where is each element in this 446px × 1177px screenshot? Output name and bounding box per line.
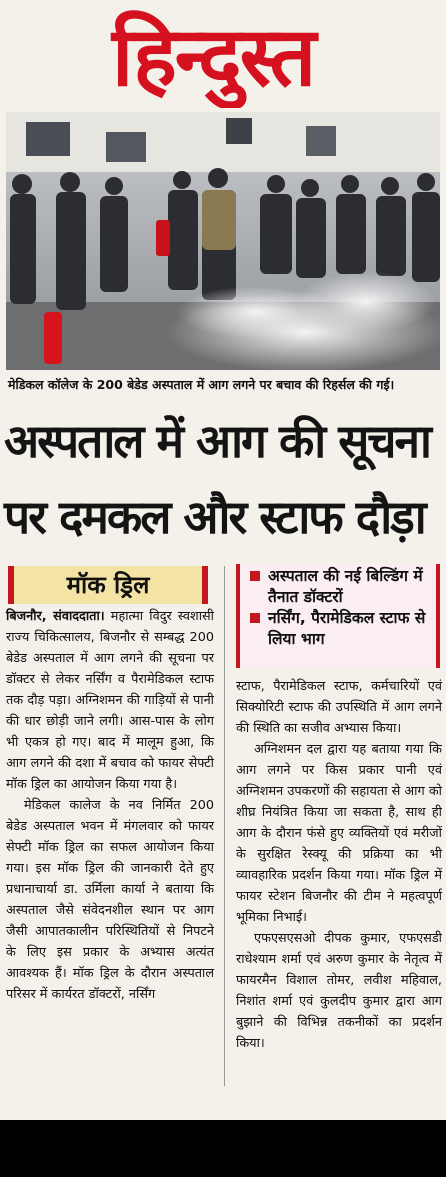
column-divider: [224, 566, 225, 1086]
article-paragraph: [6, 606, 214, 795]
mock-drill-tag: मॉक ड्रिल: [8, 566, 208, 604]
photo-caption: मेडिकल कॉलेज के 200 बेडेड अस्पताल में आग लगने पर बचाव की रिहर्सल की गई।: [8, 377, 395, 392]
headline-line-2: पर दमकल और स्टाफ दौड़ा: [4, 490, 425, 544]
article-paragraph: मेडिकल कालेज के नव निर्मित 200 बेडेड अस्पताल भवन में मंगलवार को फायर सेफ्टी मॉक ड्रिल का सफल आयोजन किया गया। इस मॉक ड्रिल की जानकारी देते हुए प्रधानाचार्या डा. उर्मिला कार्या ने बताया कि अस्पताल जैसे संवेदनशील स्थान पर आग जैसी आपातकालीन परिस्थितियों से निपटने के लिए इस प्रकार के अभ्यास अत्यंत आवश्यक हैं। मॉक ड्रिल के दौरान अस्पताल परिसर में कार्यरत डॉक्टरों, नर्सिंग: [6, 798, 214, 1002]
headline-line-1: अस्पताल में आग की सूचना: [4, 414, 430, 468]
news-photo: [6, 112, 440, 370]
highlight-text: अस्पताल की नई बिल्डिंग में तैनात डॉक्टरों: [268, 567, 423, 606]
article-paragraph: एफएसएसओ दीपक कुमार, एफएसडी राधेश्याम शर्मा एवं अरुण कुमार के नेतृत्व में फायरमैन विशाल तोमर, लवीश महिवाल, निशांत शर्मा एवं कुलदीप कुमार द्वारा आग बुझाने की विभिन्न तकनीकों का प्रदर्शन किया।: [236, 931, 442, 1051]
bullet-square-icon: [250, 571, 260, 581]
article-paragraph: अग्निशमन दल द्वारा यह बताया गया कि आग लगने पर किस प्रकार पानी एवं अग्निशमन उपकरणों की सहायता से आग को शीघ्र नियंत्रित किया जा सकता है, साथ ही आग के दौरान फंसे हुए व्यक्तियों एवं मरीजों के सुरक्षित रेस्क्यू की प्रक्रिया का भी व्यावहारिक प्रदर्शन किया गया। मॉक ड्रिल में फायर स्टेशन बिजनौर की टीम ने महत्वपूर्ण भूमिका निभाई।: [236, 742, 442, 925]
highlight-item: [250, 608, 432, 650]
dateline: बिजनौर, संवाददाता।: [6, 609, 105, 624]
masthead: [0, 0, 446, 108]
bullet-square-icon: [250, 613, 260, 623]
article-column-1: [6, 606, 214, 1005]
highlights-box: [236, 564, 440, 668]
fire-drill-photo: [6, 112, 440, 370]
article-paragraph: स्टाफ, पैरामेडिकल स्टाफ, कर्मचारियों एवं सिक्योरिटी स्टाफ की उपस्थिति में आग लगने की स्थिति का सजीव अभ्यास किया।: [236, 679, 442, 736]
article-column-2: [236, 676, 442, 1054]
highlight-item: [250, 566, 432, 608]
highlight-text: नर्सिंग, पैरामेडिकल स्टाफ से लिया भाग: [268, 609, 426, 648]
newspaper-logo: हिन्दुस्त: [112, 9, 315, 105]
paragraph-text: महात्मा विदुर स्वशासी राज्य चिकित्सालय, बिजनौर से सम्बद्ध 200 बेडेड अस्पताल में आग लगने की सूचना पर डॉक्टर से लेकर नर्सिंग व पैरामेडिकल स्टाफ तक दौड़ पड़ा। अग्निशमन की गाड़ियों से पानी की धार छोड़ी जाने लगी। आस-पास के लोग भी एकत्र हो गए। बाद में मालूम हुआ, कि आग लगने की दशा में बचाव को फायर सेफ्टी मॉक ड्रिल का आयोजन किया गया है।: [6, 609, 214, 792]
